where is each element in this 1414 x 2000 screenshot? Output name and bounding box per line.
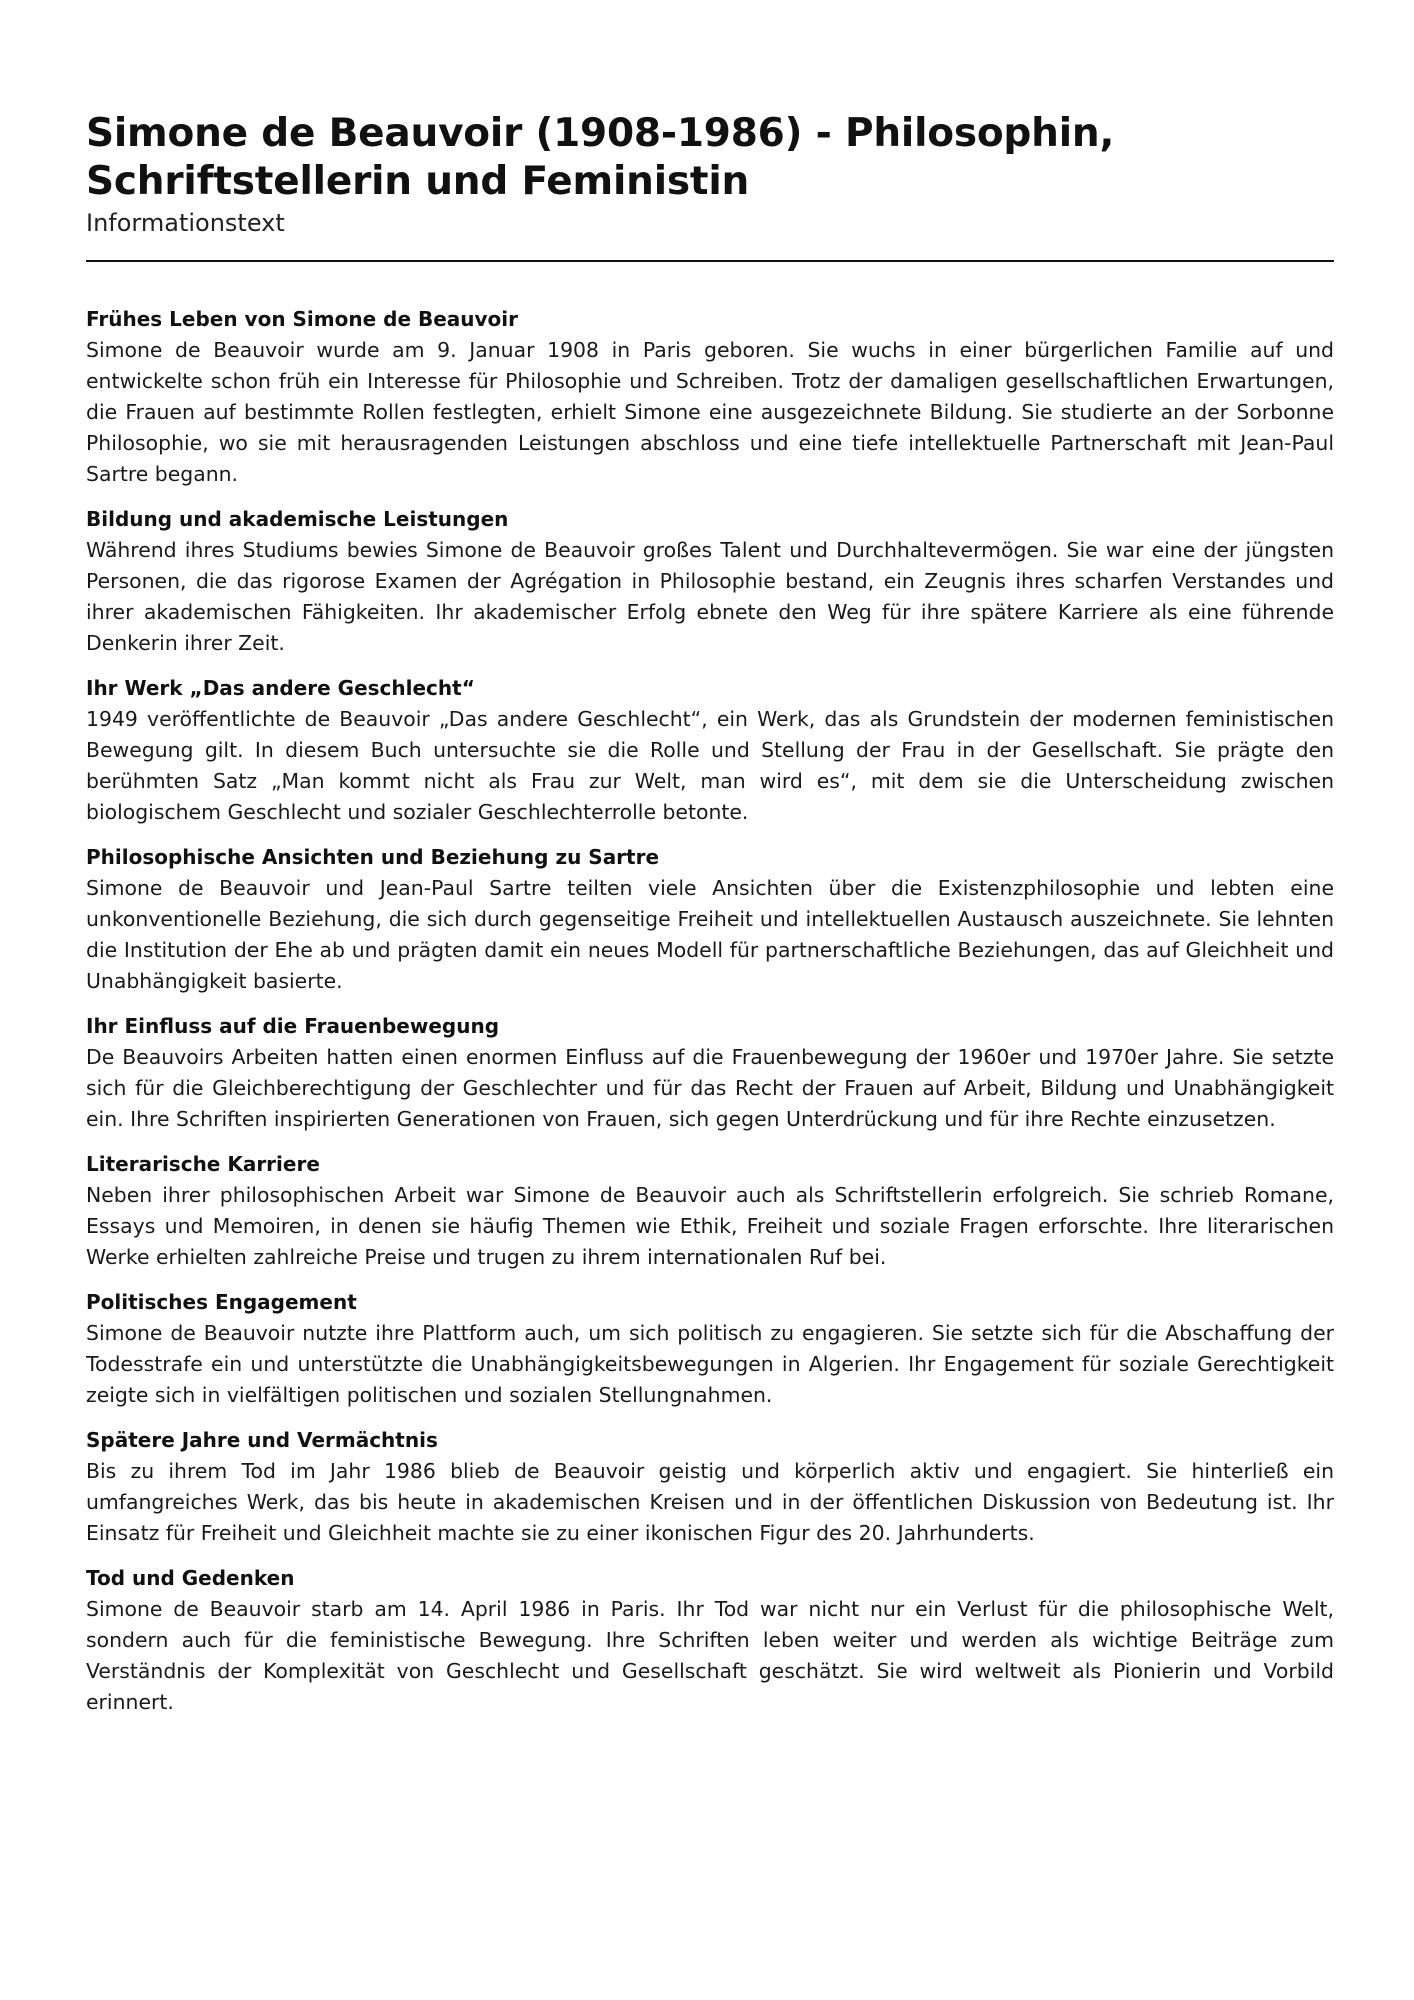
section-womens-movement — [86, 1011, 1334, 1135]
section-heading: Literarische Karriere — [86, 1152, 320, 1176]
section-body: Simone de Beauvoir nutzte ihre Plattform auch, um sich politisch zu engagieren. Sie setzte sich für die Abschaffung der Todesstrafe ein und unterstützte die Unabhängigkeitsbewegungen in Algerien. Ihr Engagement für soziale Gerechtigkeit zeigte sich in vielfältigen politischen und sozialen Stellungnahmen. — [86, 1321, 1334, 1407]
page-subtitle: Informationstext — [86, 209, 285, 237]
section-political-engagement — [86, 1287, 1334, 1411]
page-title-line-2: Schriftstellerin und Feministin — [86, 159, 750, 204]
section-heading: Spätere Jahre und Vermächtnis — [86, 1428, 438, 1452]
section-literary-career — [86, 1149, 1334, 1273]
section-philosophy-sartre — [86, 842, 1334, 997]
section-heading: Politisches Engagement — [86, 1290, 357, 1314]
page-title — [86, 110, 1330, 206]
document-content — [86, 304, 1334, 1718]
section-body: Während ihres Studiums bewies Simone de Beauvoir großes Talent und Durchhaltevermögen. Sie war eine der jüngsten Personen, die das rigorose Examen der Agrégation in Philosophie bestand, ein Zeugnis ihres scharfen Verstandes und ihrer akademischen Fähigkeiten. Ihr akademischer Erfolg ebnete den Weg für ihre spätere Karriere als eine führende Denkerin ihrer Zeit. — [86, 538, 1334, 655]
section-heading: Ihr Einfluss auf die Frauenbewegung — [86, 1014, 500, 1038]
section-heading: Ihr Werk „Das andere Geschlecht“ — [86, 676, 475, 700]
section-body: De Beauvoirs Arbeiten hatten einen enormen Einfluss auf die Frauenbewegung der 1960er und 1970er Jahre. Sie setzte sich für die Gleichberechtigung der Geschlechter und für das Recht der Frauen auf Arbeit, Bildung und Unabhängigkeit ein. Ihre Schriften inspirierten Generationen von Frauen, sich gegen Unterdrückung und für ihre Rechte einzusetzen. — [86, 1045, 1334, 1131]
section-later-years — [86, 1425, 1334, 1549]
section-body: Neben ihrer philosophischen Arbeit war Simone de Beauvoir auch als Schriftstellerin erfolgreich. Sie schrieb Romane, Essays und Memoiren, in denen sie häufig Themen wie Ethik, Freiheit und soziale Fragen erforschte. Ihre literarischen Werke erhielten zahlreiche Preise und trugen zu ihrem internationalen Ruf bei. — [86, 1183, 1334, 1269]
section-heading: Philosophische Ansichten und Beziehung zu Sartre — [86, 845, 660, 869]
section-second-sex — [86, 673, 1334, 828]
section-education — [86, 504, 1334, 659]
section-death-memory — [86, 1563, 1334, 1718]
section-body: 1949 veröffentlichte de Beauvoir „Das andere Geschlecht“, ein Werk, das als Grundstein der modernen feministischen Bewegung gilt. In diesem Buch untersuchte sie die Rolle und Stellung der Frau in der Gesellschaft. Sie prägte den berühmten Satz „Man kommt nicht als Frau zur Welt, man wird es“, mit dem sie die Unterscheidung zwischen biologischem Geschlecht und sozialer Geschlechterrolle betonte. — [86, 707, 1334, 824]
section-body: Simone de Beauvoir und Jean-Paul Sartre teilten viele Ansichten über die Existenzphilosophie und lebten eine unkonventionelle Beziehung, die sich durch gegenseitige Freiheit und intellektuellen Austausch auszeichnete. Sie lehnten die Institution der Ehe ab und prägten damit ein neues Modell für partnerschaftliche Beziehungen, das auf Gleichheit und Unabhängigkeit basierte. — [86, 876, 1334, 993]
section-body: Bis zu ihrem Tod im Jahr 1986 blieb de Beauvoir geistig und körperlich aktiv und engagiert. Sie hinterließ ein umfangreiches Werk, das bis heute in akademischen Kreisen und in der öffentlichen Diskussion von Bedeutung ist. Ihr Einsatz für Freiheit und Gleichheit machte sie zu einer ikonischen Figur des 20. Jahrhunderts. — [86, 1459, 1334, 1545]
section-body: Simone de Beauvoir starb am 14. April 1986 in Paris. Ihr Tod war nicht nur ein Verlust für die philosophische Welt, sondern auch für die feministische Bewegung. Ihre Schriften leben weiter und werden als wichtige Beiträge zum Verständnis der Komplexität von Geschlecht und Gesellschaft geschätzt. Sie wird weltweit als Pionierin und Vorbild erinnert. — [86, 1597, 1334, 1714]
section-early-life — [86, 304, 1334, 490]
section-heading: Tod und Gedenken — [86, 1566, 295, 1590]
section-heading: Bildung und akademische Leistungen — [86, 507, 509, 531]
section-body: Simone de Beauvoir wurde am 9. Januar 1908 in Paris geboren. Sie wuchs in einer bürgerlichen Familie auf und entwickelte schon früh ein Interesse für Philosophie und Schreiben. Trotz der damaligen gesellschaftlichen Erwartungen, die Frauen auf bestimmte Rollen festlegten, erhielt Simone eine ausgezeichnete Bildung. Sie studierte an der Sorbonne Philosophie, wo sie mit herausragenden Leistungen abschloss und eine tiefe intellektuelle Partnerschaft mit Jean-Paul Sartre begann. — [86, 338, 1334, 486]
page-title-line-1: Simone de Beauvoir (1908-1986) - Philosophin, — [86, 111, 1115, 156]
title-divider — [86, 260, 1334, 262]
section-heading: Frühes Leben von Simone de Beauvoir — [86, 307, 519, 331]
